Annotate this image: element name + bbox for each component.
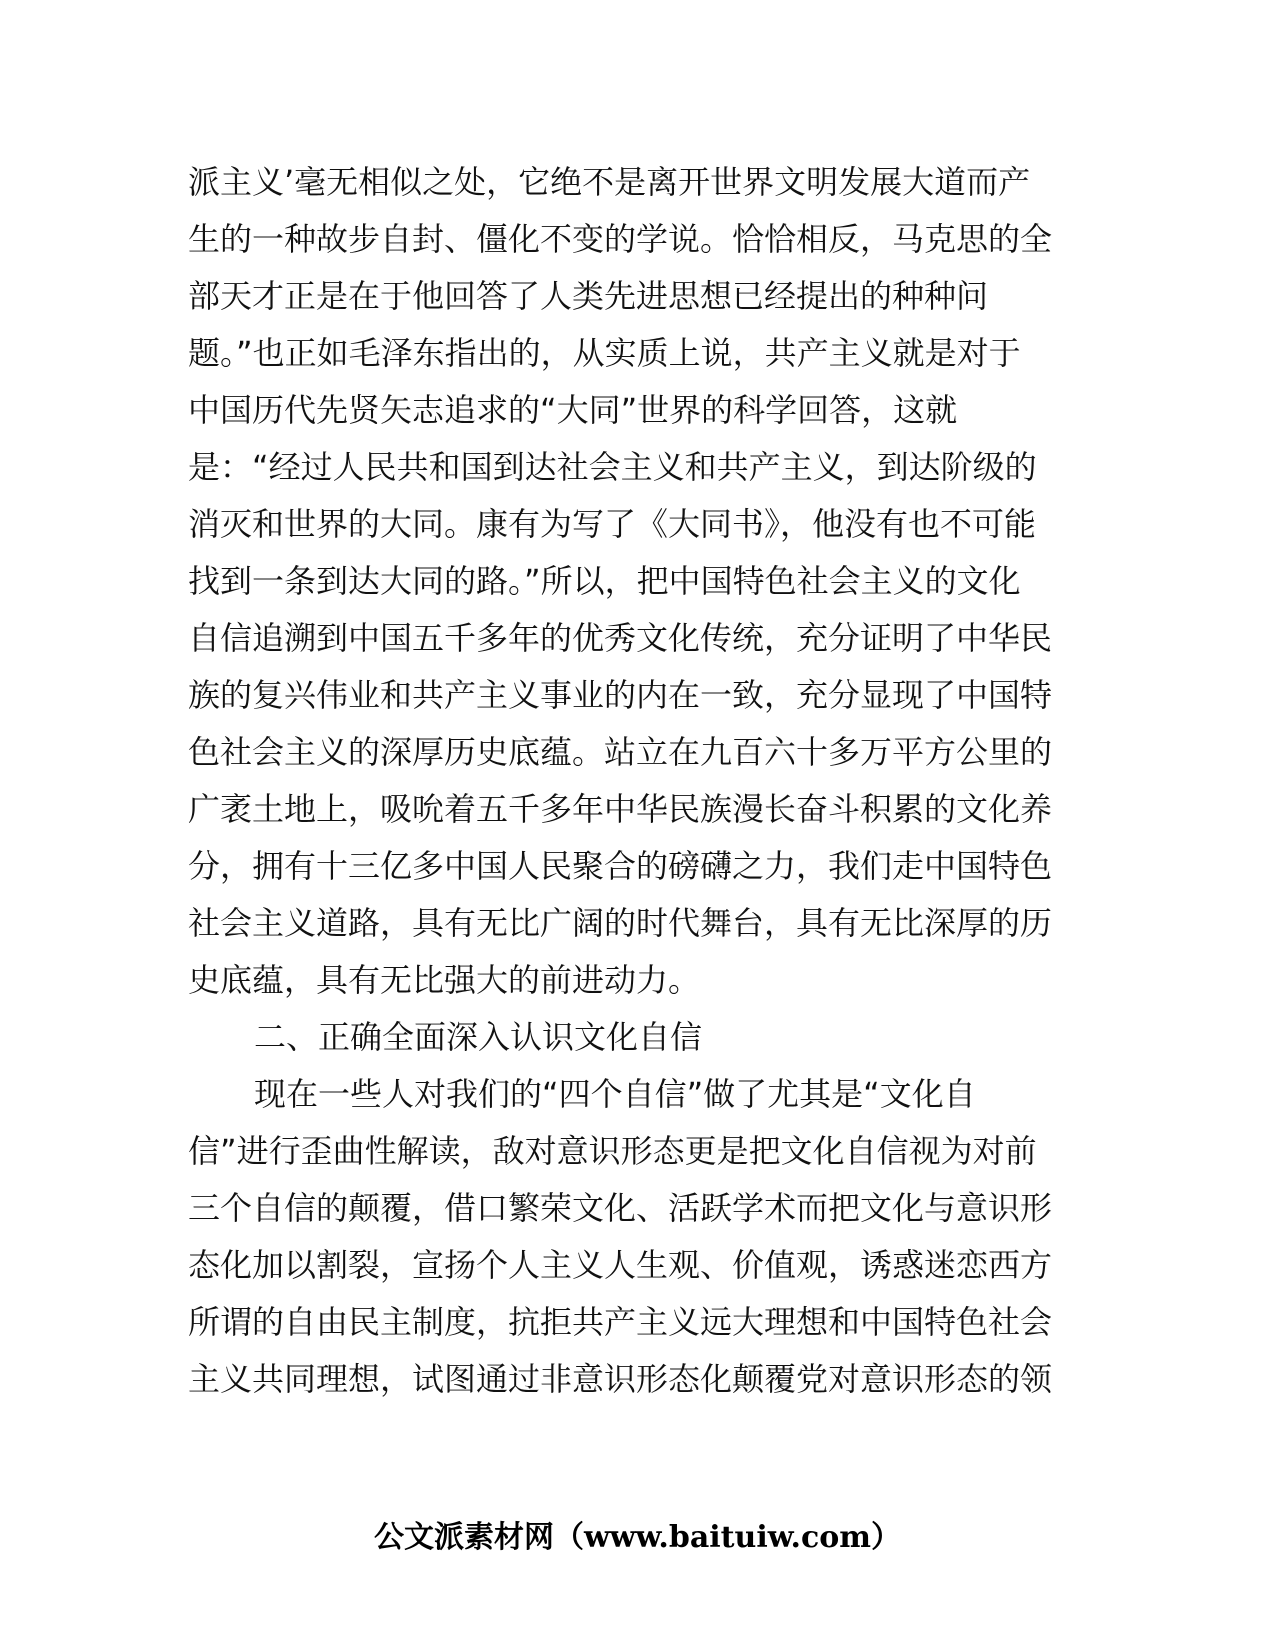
text-line: 分，拥有十三亿多中国人民聚合的磅礴之力，我们走中国特色 <box>188 847 1053 885</box>
text-line: 消灭和世界的大同。康有为写了《大同书》，他没有也不可能 <box>188 505 1037 543</box>
text-line: 族的复兴伟业和共产主义事业的内在一致，充分显现了中国特 <box>188 676 1053 714</box>
text-line: 题。”也正如毛泽东指出的，从实质上说，共产主义就是对于 <box>188 334 1021 372</box>
text-line: 现在一些人对我们的“四个自信”做了尤其是“文化自 <box>254 1075 976 1113</box>
document-body <box>188 154 1088 1408</box>
text-line: 史底蕴，具有无比强大的前进动力。 <box>188 961 701 999</box>
text-line: 三个自信的颠覆，借口繁荣文化、活跃学术而把文化与意识形 <box>188 1189 1053 1227</box>
text-line: 中国历代先贤矢志追求的“大同”世界的科学回答，这就 <box>188 391 958 429</box>
section-heading: 二、正确全面深入认识文化自信 <box>254 1018 703 1056</box>
text-line: 广袤土地上，吸吮着五千多年中华民族漫长奋斗积累的文化养 <box>188 790 1053 828</box>
text-line: 信”进行歪曲性解读，敌对意识形态更是把文化自信视为对前 <box>188 1132 1037 1170</box>
footer-watermark: 公文派素材网（www.baituiw.com） <box>373 1520 902 1555</box>
text-line: 色社会主义的深厚历史底蕴。站立在九百六十多万平方公里的 <box>188 733 1053 771</box>
text-line: 部天才正是在于他回答了人类先进思想已经提出的种种问 <box>188 277 989 315</box>
text-line: 生的一种故步自封、僵化不变的学说。恰恰相反，马克思的全 <box>188 220 1053 258</box>
text-line: 主义共同理想，试图通过非意识形态化颠覆党对意识形态的领 <box>188 1360 1053 1398</box>
text-line: 自信追溯到中国五千多年的优秀文化传统，充分证明了中华民 <box>188 619 1053 657</box>
text-line: 是：“经过人民共和国到达社会主义和共产主义，到达阶级的 <box>188 448 1037 486</box>
text-line: 所谓的自由民主制度，抗拒共产主义远大理想和中国特色社会 <box>188 1303 1053 1341</box>
text-line: 社会主义道路，具有无比广阔的时代舞台，具有无比深厚的历 <box>188 904 1053 942</box>
text-line: 态化加以割裂，宣扬个人主义人生观、价值观，诱惑迷恋西方 <box>188 1246 1053 1284</box>
text-line: 派主义’毫无相似之处，它绝不是离开世界文明发展大道而产 <box>188 163 1031 201</box>
text-line: 找到一条到达大同的路。”所以，把中国特色社会主义的文化 <box>188 562 1021 600</box>
